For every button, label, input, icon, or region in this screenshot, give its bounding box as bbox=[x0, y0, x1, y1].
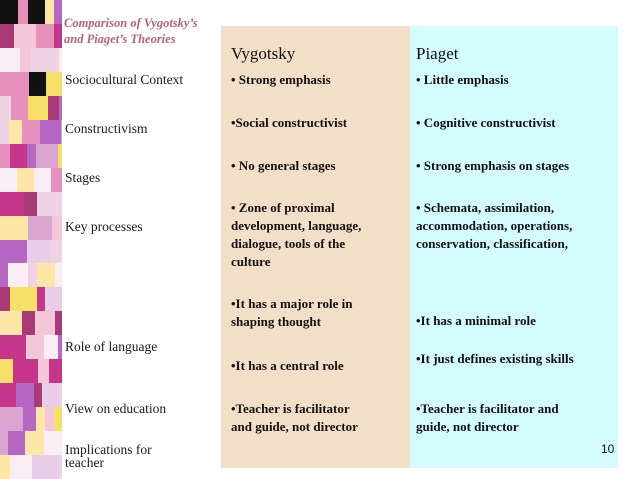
cell-line: •Teacher is facilitator and bbox=[416, 401, 559, 416]
mosaic-tile bbox=[0, 311, 22, 336]
mosaic-tile bbox=[59, 48, 62, 73]
cell-line: •Teacher is facilitator bbox=[231, 401, 350, 416]
mosaic-tile bbox=[54, 24, 62, 49]
slide-title-line-1: Comparison of Vygotsky’s bbox=[64, 16, 198, 30]
mosaic-tile bbox=[0, 72, 29, 97]
mosaic-tile bbox=[37, 192, 62, 217]
mosaic-tile bbox=[25, 431, 44, 456]
mosaic-tile bbox=[45, 0, 54, 25]
cell-line: • Little emphasis bbox=[416, 72, 509, 87]
mosaic-tile bbox=[0, 263, 8, 288]
row-label-key-processes: Key processes bbox=[65, 219, 143, 234]
vygotsky-cell-view-on-education bbox=[231, 400, 358, 436]
cell-line: shaping thought bbox=[231, 314, 321, 329]
cell-line: • Zone of proximal bbox=[231, 200, 335, 215]
mosaic-tile bbox=[58, 144, 62, 169]
slide-title-line-2: and Piaget’s Theories bbox=[64, 32, 176, 46]
mosaic-tile bbox=[0, 24, 14, 49]
cell-line: culture bbox=[231, 254, 271, 269]
row-label-implications-for-teacher bbox=[65, 443, 215, 469]
row-label-role-of-language: Role of language bbox=[65, 339, 158, 354]
mosaic-tile bbox=[0, 120, 9, 145]
cell-line: • No general stages bbox=[231, 158, 336, 173]
mosaic-tile bbox=[46, 72, 62, 97]
row-label-stages: Stages bbox=[65, 170, 101, 185]
mosaic-tile bbox=[0, 431, 8, 456]
mosaic-tile bbox=[0, 383, 16, 408]
vygotsky-cell-constructivism bbox=[231, 114, 347, 132]
mosaic-tile bbox=[28, 263, 37, 288]
cell-line: guide, not director bbox=[416, 419, 519, 434]
page-number: 10 bbox=[601, 442, 615, 456]
mosaic-tile bbox=[15, 240, 27, 265]
mosaic-tile bbox=[58, 335, 62, 360]
mosaic-tile bbox=[45, 287, 62, 312]
cell-line: dialogue, tools of the bbox=[231, 236, 346, 251]
mosaic-tile bbox=[54, 407, 62, 432]
mosaic-tile bbox=[34, 168, 51, 193]
mosaic-tile bbox=[48, 96, 59, 121]
vygotsky-cell-stages bbox=[231, 157, 336, 175]
cell-line: • Strong emphasis on stages bbox=[416, 158, 570, 173]
mosaic-tile bbox=[8, 263, 28, 288]
mosaic-tile bbox=[49, 359, 62, 384]
mosaic-tile bbox=[51, 168, 62, 193]
mosaic-tile bbox=[23, 407, 36, 432]
mosaic-tile bbox=[55, 311, 62, 336]
mosaic-tile bbox=[37, 263, 55, 288]
mosaic-tile bbox=[0, 0, 18, 25]
vygotsky-cell-key-processes bbox=[231, 199, 361, 271]
cell-line: • Cognitive constructivist bbox=[416, 115, 556, 130]
mosaic-tile bbox=[28, 0, 45, 25]
row-label-implications-line-1: Implications for bbox=[65, 442, 152, 457]
mosaic-tile bbox=[50, 240, 62, 265]
piaget-cell-sociocultural bbox=[416, 71, 509, 89]
mosaic-tile bbox=[18, 0, 28, 25]
mosaic-tile bbox=[0, 96, 11, 121]
mosaic-tile bbox=[0, 216, 28, 241]
mosaic-tile bbox=[44, 335, 58, 360]
mosaic-tile bbox=[59, 455, 62, 479]
cell-line: accommodation, operations, bbox=[416, 218, 573, 233]
cell-line: and guide, not director bbox=[231, 419, 358, 434]
mosaic-tile bbox=[20, 48, 31, 73]
mosaic-tile bbox=[61, 120, 62, 145]
piaget-cell-view-on-education bbox=[416, 400, 559, 436]
mosaic-tile bbox=[0, 335, 26, 360]
cell-line: conservation, classification, bbox=[416, 236, 569, 251]
mosaic-tile bbox=[22, 120, 40, 145]
mosaic-tile bbox=[0, 48, 20, 73]
row-label-view-on-education: View on education bbox=[65, 401, 167, 416]
mosaic-tile bbox=[32, 455, 59, 479]
mosaic-tile bbox=[38, 359, 49, 384]
cell-line: •It has a minimal role bbox=[416, 313, 536, 328]
mosaic-tile bbox=[27, 144, 36, 169]
mosaic-tile bbox=[28, 96, 48, 121]
mosaic-tile bbox=[0, 168, 17, 193]
mosaic-tile bbox=[36, 144, 58, 169]
piaget-cell-constructivism bbox=[416, 114, 556, 132]
vygotsky-header: Vygotsky bbox=[231, 44, 296, 63]
mosaic-tile bbox=[11, 96, 28, 121]
slide-title bbox=[64, 15, 224, 47]
piaget-cell-role-of-language-1 bbox=[416, 312, 536, 330]
mosaic-tile bbox=[17, 168, 34, 193]
mosaic-tile bbox=[0, 144, 10, 169]
mosaic-tile bbox=[13, 359, 38, 384]
cell-line: •It has a central role bbox=[231, 358, 344, 373]
mosaic-tile bbox=[44, 431, 62, 456]
mosaic-tile bbox=[9, 120, 22, 145]
mosaic-tile bbox=[0, 240, 15, 265]
mosaic-tile bbox=[24, 192, 37, 217]
vygotsky-cell-sociocultural bbox=[231, 71, 331, 89]
mosaic-tile bbox=[10, 144, 27, 169]
row-label-implications-line-2: teacher bbox=[65, 455, 104, 470]
cell-line: • Schemata, assimilation, bbox=[416, 200, 555, 215]
row-label-constructivism: Constructivism bbox=[65, 121, 148, 136]
row-label-sociocultural-context: Sociocultural Context bbox=[65, 72, 184, 87]
mosaic-tile bbox=[0, 407, 23, 432]
piaget-cell-role-of-language-2 bbox=[416, 350, 574, 368]
mosaic-tile bbox=[55, 263, 62, 288]
mosaic-tile bbox=[0, 192, 24, 217]
vygotsky-cell-role-of-language-2 bbox=[231, 357, 344, 375]
decorative-mosaic-strip bbox=[0, 0, 62, 479]
mosaic-tile bbox=[0, 359, 13, 384]
cell-line: •It has a major role in bbox=[231, 296, 353, 311]
mosaic-tile bbox=[27, 240, 50, 265]
mosaic-tile bbox=[10, 287, 37, 312]
mosaic-tile bbox=[42, 383, 59, 408]
mosaic-tile bbox=[40, 120, 61, 145]
mosaic-tile bbox=[36, 407, 45, 432]
mosaic-tile bbox=[36, 24, 54, 49]
mosaic-tile bbox=[31, 48, 59, 73]
piaget-cell-key-processes bbox=[416, 199, 572, 253]
mosaic-tile bbox=[22, 311, 35, 336]
vygotsky-cell-role-of-language-1 bbox=[231, 295, 352, 331]
mosaic-tile bbox=[59, 383, 62, 408]
cell-line: •It just defines existing skills bbox=[416, 351, 574, 366]
mosaic-tile bbox=[29, 72, 46, 97]
mosaic-tile bbox=[26, 335, 44, 360]
mosaic-tile bbox=[34, 383, 42, 408]
mosaic-tile bbox=[59, 96, 62, 121]
piaget-cell-stages bbox=[416, 157, 569, 175]
mosaic-tile bbox=[16, 383, 34, 408]
piaget-header: Piaget bbox=[416, 44, 459, 63]
mosaic-tile bbox=[0, 287, 10, 312]
mosaic-tile bbox=[37, 287, 45, 312]
mosaic-tile bbox=[54, 0, 62, 25]
mosaic-tile bbox=[0, 455, 10, 479]
mosaic-tile bbox=[35, 311, 46, 336]
mosaic-tile bbox=[8, 431, 25, 456]
mosaic-tile bbox=[14, 24, 36, 49]
mosaic-tile bbox=[52, 216, 62, 241]
cell-line: •Social constructivist bbox=[231, 115, 348, 130]
mosaic-tile bbox=[46, 311, 55, 336]
mosaic-tile bbox=[45, 407, 54, 432]
mosaic-tile bbox=[28, 216, 52, 241]
cell-line: • Strong emphasis bbox=[231, 72, 331, 87]
mosaic-tile bbox=[10, 455, 32, 479]
cell-line: development, language, bbox=[231, 218, 362, 233]
